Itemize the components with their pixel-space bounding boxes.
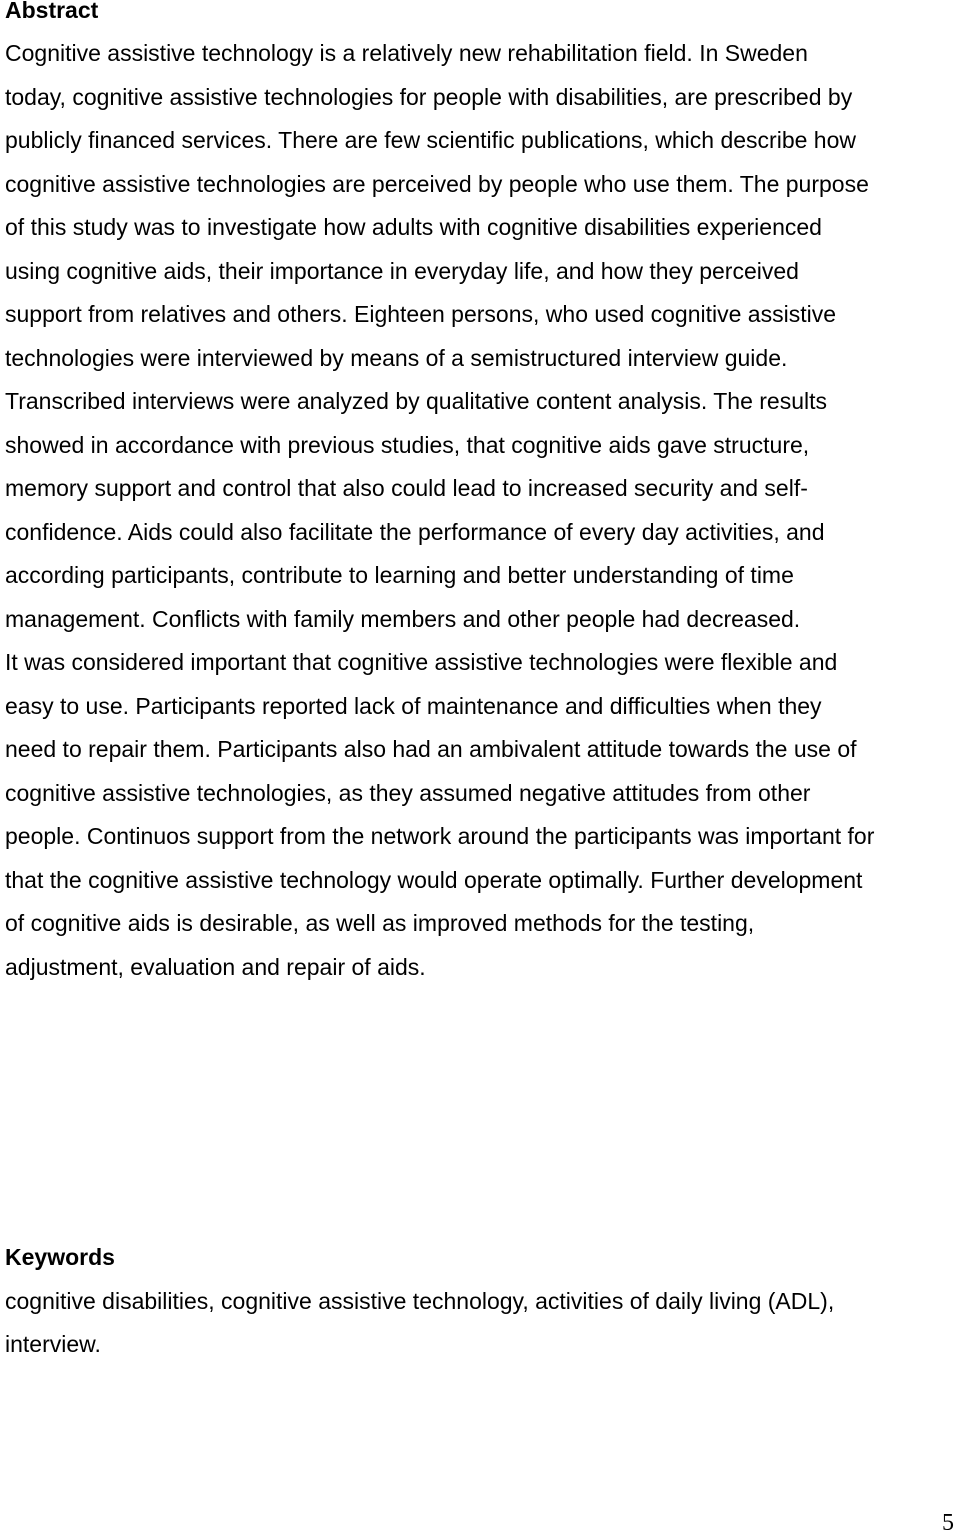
abstract-line: confidence. Aids could also facilitate the performance of every day activities, and [5, 519, 825, 545]
abstract-line: today, cognitive assistive technologies for people with disabilities, are prescribed by [5, 84, 853, 110]
abstract-line: management. Conflicts with family members and other people had decreased. [5, 606, 801, 632]
keywords-heading: Keywords [5, 1244, 115, 1270]
abstract-line: Transcribed interviews were analyzed by qualitative content analysis. The results [5, 388, 828, 414]
abstract-line: It was considered important that cognitive assistive technologies were flexible and [5, 649, 838, 675]
abstract-line: cognitive assistive technologies are perceived by people who use them. The purpose [5, 171, 869, 197]
abstract-line: technologies were interviewed by means of a semistructured interview guide. [5, 345, 788, 371]
abstract-line: showed in accordance with previous studies, that cognitive aids gave structure, [5, 432, 810, 458]
abstract-line: need to repair them. Participants also had an ambivalent attitude towards the use of [5, 736, 857, 762]
abstract-line: support from relatives and others. Eighteen persons, who used cognitive assistive [5, 301, 836, 327]
abstract-line: of this study was to investigate how adults with cognitive disabilities experienced [5, 214, 822, 240]
abstract-line: adjustment, evaluation and repair of aids. [5, 954, 426, 980]
keywords-line: cognitive disabilities, cognitive assistive technology, activities of daily living (ADL), [5, 1288, 835, 1314]
abstract-line: easy to use. Participants reported lack of maintenance and difficulties when they [5, 693, 822, 719]
abstract-line: memory support and control that also could lead to increased security and self- [5, 475, 808, 501]
abstract-line: using cognitive aids, their importance in everyday life, and how they perceived [5, 258, 799, 284]
page-number: 5 [942, 1510, 954, 1536]
abstract-line: publicly financed services. There are few scientific publications, which describe how [5, 127, 856, 153]
abstract-line: of cognitive aids is desirable, as well as improved methods for the testing, [5, 910, 755, 936]
abstract-heading: Abstract [5, 0, 99, 23]
abstract-line: Cognitive assistive technology is a relatively new rehabilitation field. In Sweden [5, 40, 808, 66]
abstract-line: cognitive assistive technologies, as they assumed negative attitudes from other [5, 780, 811, 806]
abstract-line: that the cognitive assistive technology would operate optimally. Further development [5, 867, 863, 893]
abstract-line: according participants, contribute to learning and better understanding of time [5, 562, 794, 588]
abstract-line: people. Continuos support from the network around the participants was important for [5, 823, 875, 849]
keywords-line: interview. [5, 1331, 101, 1357]
